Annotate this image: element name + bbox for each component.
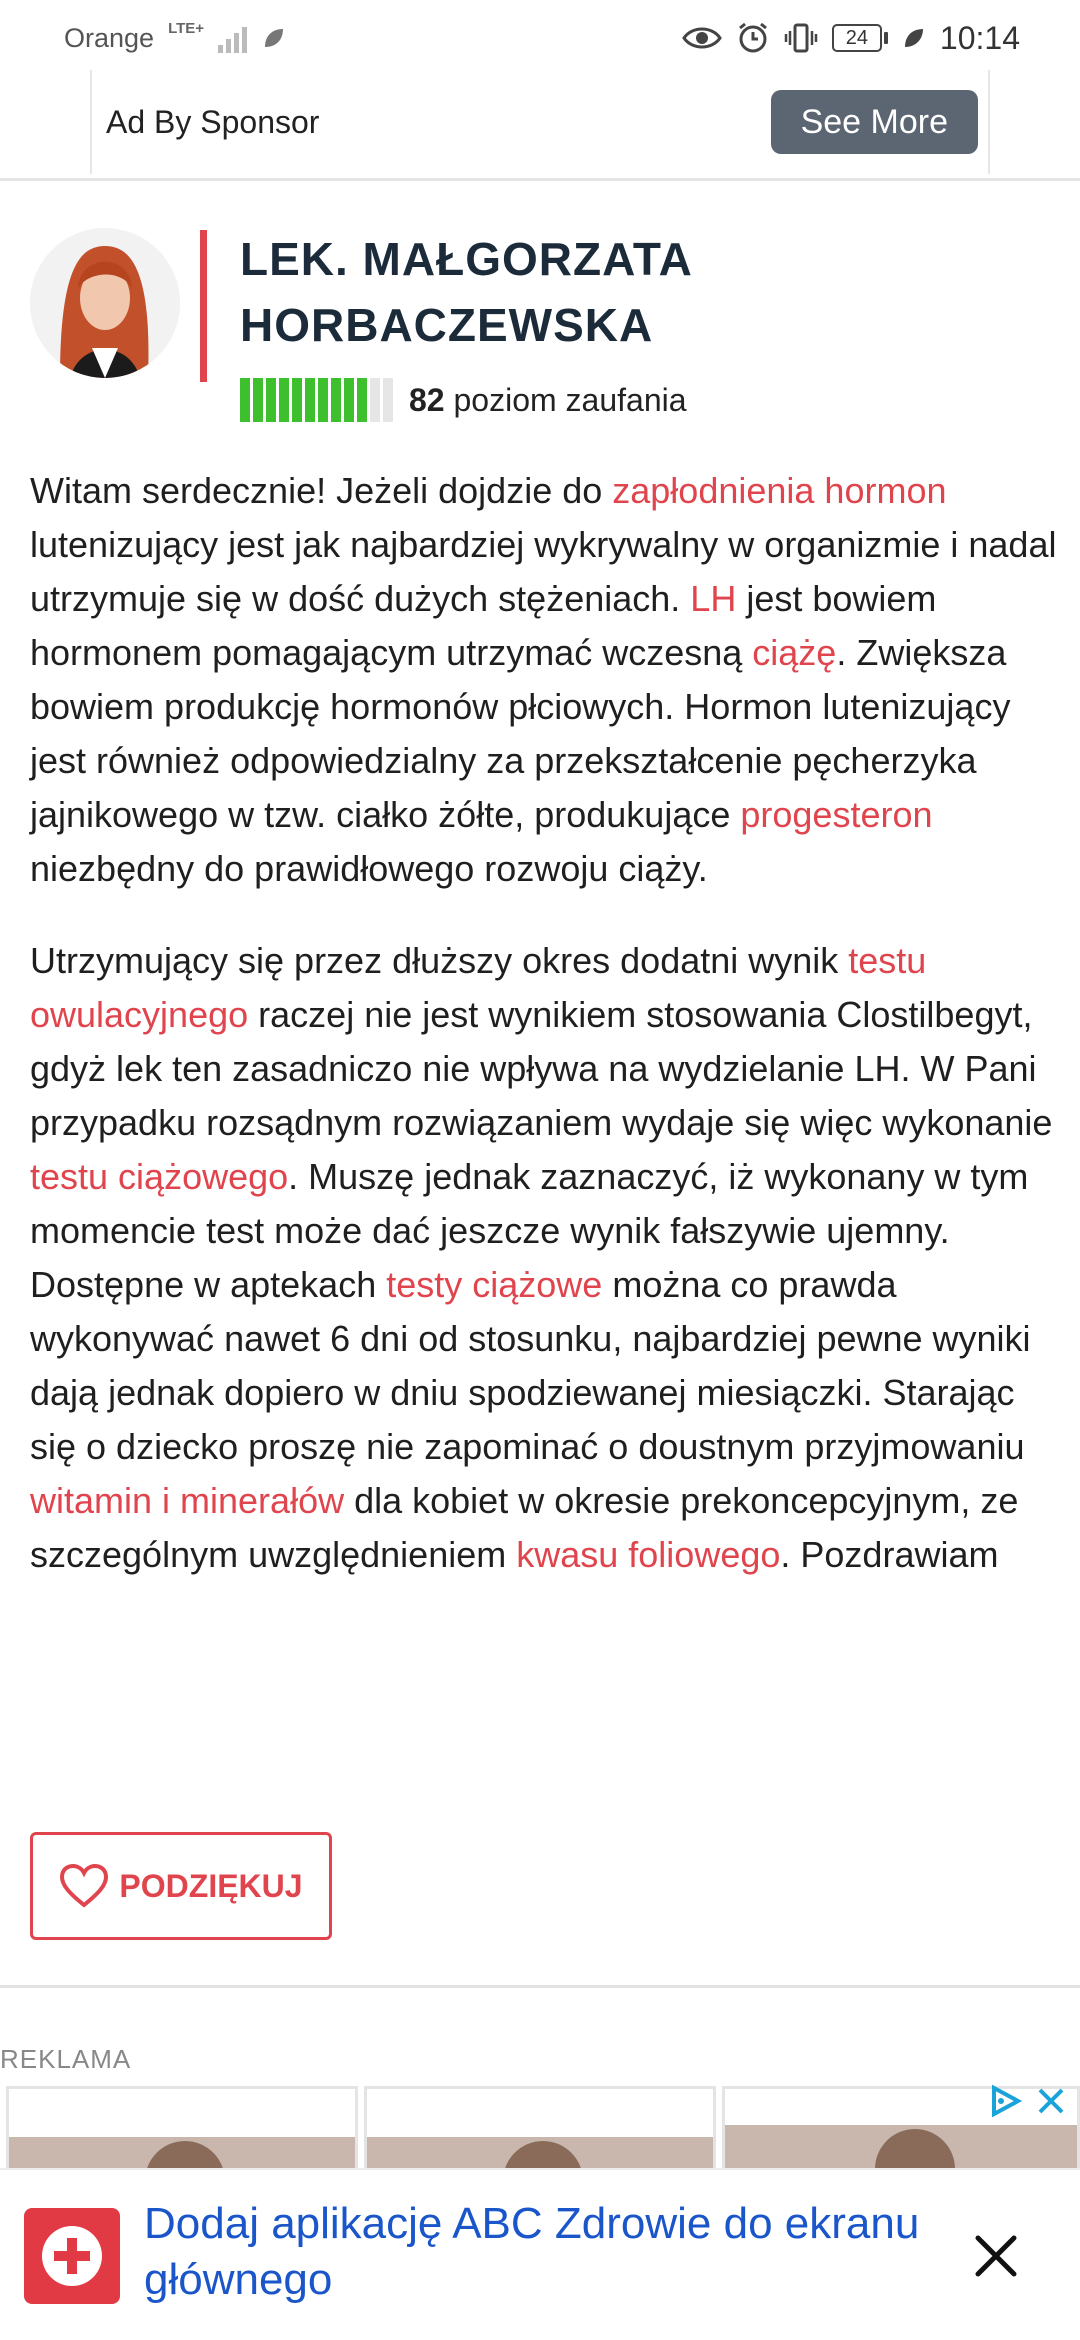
answer-paragraph-2 xyxy=(30,934,1060,1582)
status-bar xyxy=(0,0,1080,76)
alarm-icon xyxy=(736,21,770,55)
paragraph-text: dla kobiet w okresie prekoncepcyjnym, ze szczególnym uwzględnieniem xyxy=(30,1480,1019,1575)
trust-segment xyxy=(370,378,380,422)
paragraph-text: lutenizujący jest jak najbardziej wykrywalny w organizmie i nadal utrzymuje się w dość dużych stężeniach. xyxy=(30,524,1057,619)
battery-icon xyxy=(832,24,888,52)
app-logo-icon xyxy=(24,2208,120,2304)
inline-link[interactable]: witamin i minerałów xyxy=(30,1480,345,1521)
paragraph-text: niezbędny do prawidłowego rozwoju ciąży. xyxy=(30,848,708,889)
sponsor-banner[interactable] xyxy=(90,70,990,174)
inline-link[interactable]: zapłodnienia hormon xyxy=(612,470,947,511)
leaf-icon xyxy=(902,26,926,50)
trust-segment xyxy=(240,378,250,422)
paragraph-text: jest bowiem hormonem pomagającym utrzymać wczesną xyxy=(30,578,937,673)
sponsor-text: Ad By Sponsor xyxy=(106,103,320,140)
paragraph-text: można co prawda wykonywać nawet 6 dni od stosunku, najbardziej pewne wyniki dają jednak dopiero w dniu spodziewanej miesiączki. Starając się o dziecko proszę nie zapominać o doustnym przyjmowaniu xyxy=(30,1264,1031,1467)
answer-body xyxy=(30,464,1060,1620)
heart-icon xyxy=(59,1863,109,1909)
install-app-text[interactable]: Dodaj aplikację ABC Zdrowie do ekranu głównego xyxy=(144,2199,920,2304)
paragraph-text: Witam serdecznie! Jeżeli dojdzie do xyxy=(30,470,613,511)
doctor-avatar[interactable] xyxy=(30,228,180,378)
trust-segment xyxy=(357,378,367,422)
trust-segment xyxy=(279,378,289,422)
trust-score-text xyxy=(409,382,687,419)
status-left xyxy=(64,19,287,54)
accent-bar xyxy=(200,230,207,382)
adchoices-icon[interactable] xyxy=(988,2084,1022,2118)
inline-link[interactable]: testu ciążowego xyxy=(30,1156,289,1197)
trust-score-label: poziom zaufania xyxy=(453,381,687,418)
notification-leaf-icon xyxy=(261,25,287,51)
trust-level xyxy=(240,378,687,422)
battery-level: 24 xyxy=(832,24,882,52)
inline-link[interactable]: ciążę xyxy=(752,632,837,673)
thank-button[interactable] xyxy=(30,1832,332,1940)
paragraph-text: . Zwiększa bowiem produkcję hormonów płciowych. Hormon lutenizujący jest również odpowiedzialny za przekształcenie pęcherzyka jajnikowego w tzw. ciałko żółte, produkujące xyxy=(30,632,1011,835)
trust-segment xyxy=(305,378,315,422)
network-type: LTE+ xyxy=(168,19,205,37)
close-icon[interactable] xyxy=(966,2226,1026,2286)
ad-close-icon[interactable] xyxy=(1036,2086,1066,2116)
answer-paragraph-1 xyxy=(30,464,1060,896)
inline-link[interactable]: testu owulacyjnego xyxy=(30,940,927,1035)
adchoices[interactable] xyxy=(988,2084,1066,2118)
trust-segment xyxy=(331,378,341,422)
trust-bar xyxy=(240,378,393,422)
vibrate-icon xyxy=(784,21,818,55)
status-right xyxy=(682,20,1020,57)
install-app-bar[interactable] xyxy=(0,2168,1080,2340)
eye-icon xyxy=(682,24,722,52)
ad-card[interactable] xyxy=(6,2086,358,2176)
inline-link[interactable]: testy ciążowe xyxy=(386,1264,603,1305)
carrier-name: Orange xyxy=(64,22,155,53)
paragraph-text: . Pozdrawiam xyxy=(780,1534,999,1575)
doctor-name[interactable]: LEK. MAŁGORZATA HORBACZEWSKA xyxy=(240,233,692,351)
divider xyxy=(0,178,1080,181)
paragraph-text: . Muszę jednak zaznaczyć, iż wykonany w tym momencie test może dać jeszcze wynik fałszywie ujemny. Dostępne w aptekach xyxy=(30,1156,1029,1305)
paragraph-text: Utrzymujący się przez dłuższy okres dodatni wynik xyxy=(30,940,849,981)
trust-segment xyxy=(318,378,328,422)
inline-link[interactable]: kwasu foliowego xyxy=(516,1534,781,1575)
signal-icon xyxy=(218,23,247,53)
trust-segment xyxy=(253,378,263,422)
thank-button-label: PODZIĘKUJ xyxy=(119,1867,303,1904)
trust-segment xyxy=(383,378,393,422)
paragraph-text: raczej nie jest wynikiem stosowania Clostilbegyt, gdyż lek ten zasadniczo nie wpływa na wydzielanie LH. W Pani przypadku rozsądnym rozwiązaniem wydaje się więc wykonanie xyxy=(30,994,1053,1143)
ad-label: REKLAMA xyxy=(0,2044,132,2074)
trust-segment xyxy=(266,378,276,422)
see-more-button[interactable]: See More xyxy=(771,90,978,154)
section-divider xyxy=(0,1985,1080,1988)
trust-segment xyxy=(292,378,302,422)
inline-link[interactable]: LH xyxy=(690,578,737,619)
ad-card[interactable] xyxy=(364,2086,716,2176)
inline-link[interactable]: progesteron xyxy=(740,794,933,835)
trust-segment xyxy=(344,378,354,422)
trust-score-value: 82 xyxy=(409,381,445,418)
clock: 10:14 xyxy=(939,19,1020,56)
